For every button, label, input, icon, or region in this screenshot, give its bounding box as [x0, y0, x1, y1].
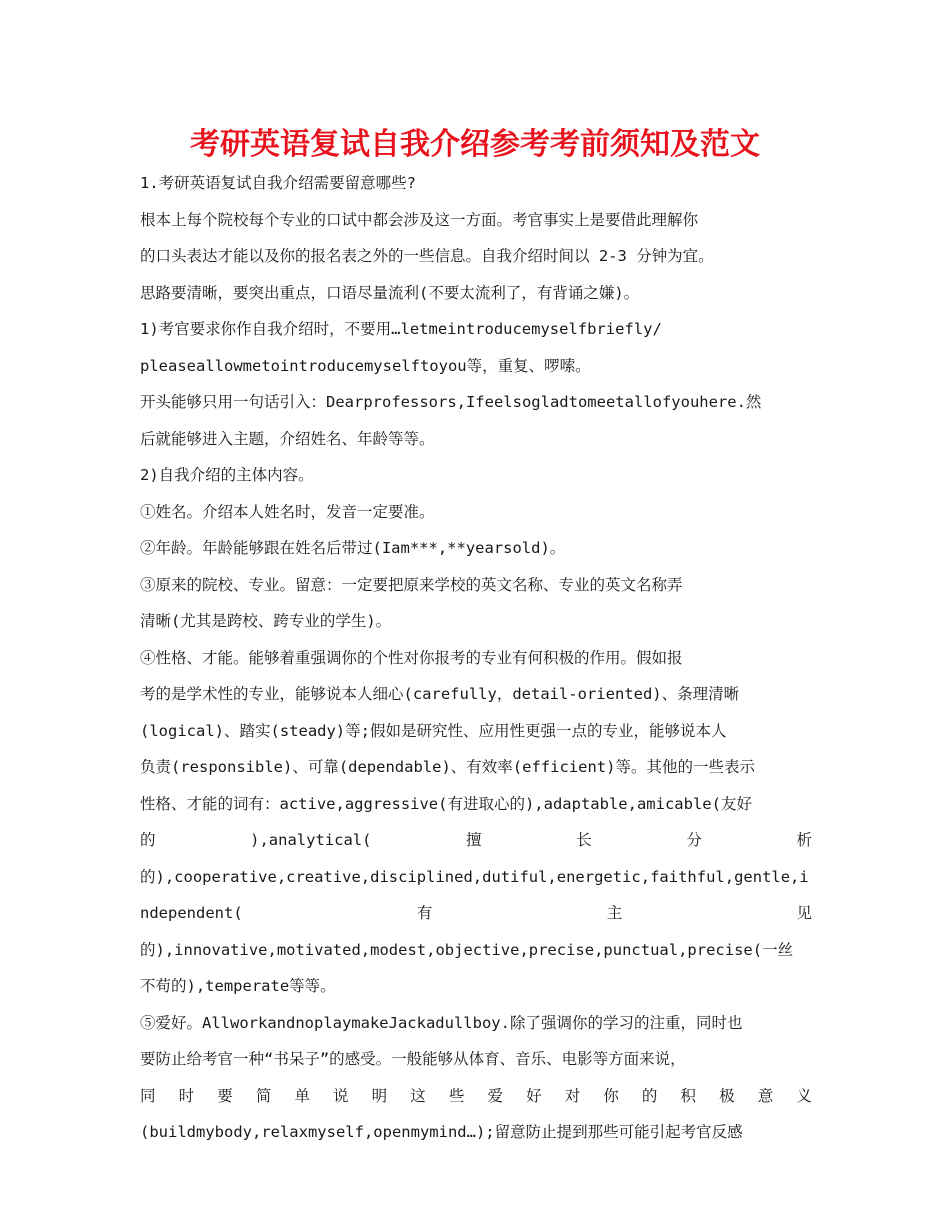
text-token: 爱: [487, 1086, 503, 1105]
text-line: ④性格、才能。能够着重强调你的个性对你报考的专业有何积极的作用。假如报: [140, 648, 683, 667]
text-token: 这: [410, 1086, 426, 1105]
text-token: 简: [255, 1086, 272, 1105]
text-token: 你: [603, 1086, 619, 1105]
text-token: 好: [526, 1086, 542, 1105]
text-token: 些: [448, 1086, 465, 1105]
text-line: 2)自我介绍的主体内容。: [140, 466, 314, 484]
text-line: [140, 895, 812, 932]
text-token: ),analytical(: [250, 831, 372, 849]
text-line: ③原来的院校、专业。留意：一定要把原来学校的英文名称、专业的英文名称弄: [140, 575, 683, 594]
text-token: 积: [680, 1086, 697, 1105]
text-line: (logical)、踏实(steady)等;假如是研究性、应用性更强一点的专业，能够说本人: [140, 721, 727, 740]
text-line: 1.考研英语复试自我介绍需要留意哪些?: [140, 174, 416, 192]
text-line: 考的是学术性的专业，能够说本人细心(carefully，detail-oriented)、条理清晰: [140, 685, 740, 703]
text-line: [140, 822, 812, 859]
text-token: 析: [796, 831, 812, 849]
text-token: 极: [719, 1086, 735, 1105]
text-line: 后就能够进入主题，介绍姓名、年龄等等。: [140, 429, 435, 448]
text-line: ②年龄。年龄能够跟在姓名后带过(Iam***,**yearsold)。: [140, 539, 566, 557]
text-token: 性格、才能的词有：active,aggressive(有进取心的),adaptable,amicable(友好: [140, 794, 752, 813]
text-line: 的),cooperative,creative,disciplined,dutiful,energetic,faithful,gentle,i: [140, 867, 809, 886]
text-token: 同: [140, 1086, 156, 1105]
text-token: ndependent(: [140, 904, 243, 922]
text-line: [140, 311, 812, 348]
text-token: 明: [371, 1086, 388, 1105]
text-line: 不苟的),temperate等等。: [140, 977, 336, 995]
document-body: [140, 165, 812, 1151]
text-token: 的: [140, 831, 156, 849]
text-line: 思路要清晰，要突出重点，口语尽量流利(不要太流利了，有背诵之嫌)。: [140, 283, 640, 302]
text-token: 说: [333, 1086, 349, 1105]
text-token: 长: [576, 831, 592, 849]
text-token: 的: [641, 1086, 658, 1105]
text-line: pleaseallowmetointroducemyselftoyou等，重复、啰嗦。: [140, 356, 591, 375]
text-token: 时: [178, 1086, 195, 1105]
text-line: 根本上每个院校每个专业的口试中都会涉及这一方面。考官事实上是要借此理解你: [140, 210, 699, 229]
text-line: 要防止给考官一种“书呆子”的感受。一般能够从体育、音乐、电影等方面来说，: [140, 1050, 686, 1068]
text-line: 的),innovative,motivated,modest,objective,precise,punctual,precise(一丝: [140, 940, 794, 959]
text-line: [140, 1078, 812, 1115]
text-line: [140, 786, 812, 823]
text-token: 意: [757, 1086, 774, 1105]
text-token: 有: [416, 904, 433, 922]
text-line: (buildmybody,relaxmyself,openmymind…);留意防止提到那些可能引起考官反感: [140, 1123, 743, 1141]
text-line: 负责(responsible)、可靠(dependable)、有效率(efficient)等。其他的一些表示: [140, 758, 755, 776]
text-token: 1)考官要求你作自我介绍时，不要用…letmeintroducemyselfbriefly/: [140, 320, 662, 338]
text-token: 要: [217, 1086, 233, 1105]
text-token: 见: [796, 904, 812, 922]
document-title: 考研英语复试自我介绍参考考前须知及范文: [190, 127, 760, 162]
text-line: ①姓名。介绍本人姓名时，发音一定要准。: [140, 502, 435, 521]
text-token: 主: [606, 904, 623, 922]
text-token: 分: [686, 831, 702, 849]
text-token: 单: [294, 1086, 310, 1105]
text-token: 对: [564, 1086, 581, 1105]
text-line: 的口头表达才能以及你的报名表之外的一些信息。自我介绍时间以 2-3 分钟为宜。: [140, 247, 714, 265]
text-line: 清晰(尤其是跨校、跨专业的学生)。: [140, 612, 392, 630]
text-line: 开头能够只用一句话引入：Dearprofessors,Ifeelsogladtomeetallofyouhere.然: [140, 393, 762, 411]
text-token: 义: [796, 1086, 812, 1105]
text-line: ⑤爱好。AllworkandnoplaymakeJackadullboy.除了强调你的学习的注重，同时也: [140, 1013, 743, 1032]
text-token: 擅: [466, 831, 482, 849]
